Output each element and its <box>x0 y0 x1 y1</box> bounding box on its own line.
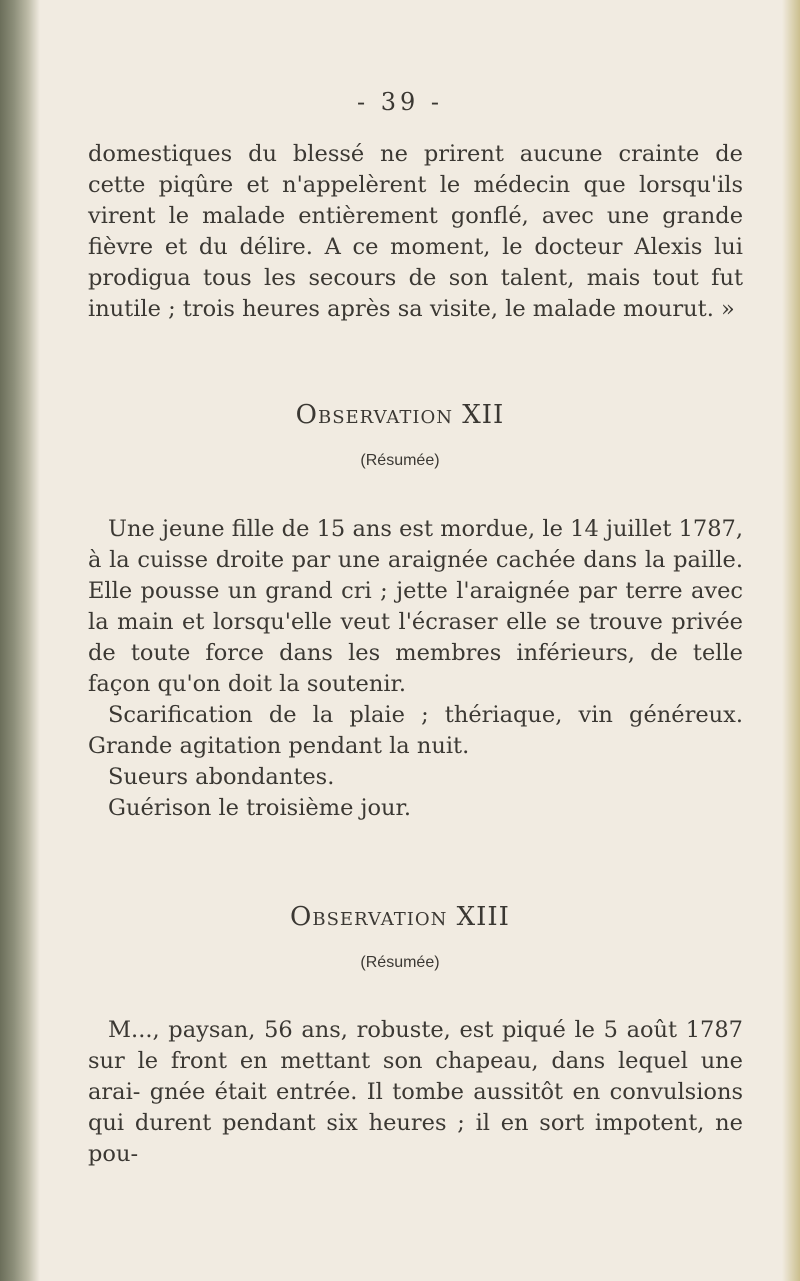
text-line: à la cuisse droite par une araignée cachée dans la paille. <box>88 547 743 573</box>
text-line: gnée était entrée. Il tombe aussitôt en convulsions qui <box>88 1079 743 1136</box>
text-line: sur le front en mettant son chapeau, dans lequel une arai- <box>88 1048 743 1105</box>
text-line: domestiques du blessé ne prirent aucune crainte de cette <box>88 141 743 198</box>
observation-13-paragraph-1 <box>88 1015 743 1170</box>
observation-12-subheading: (Résumée) <box>360 452 440 469</box>
observation-13-title: Observation XIII <box>290 902 510 932</box>
text-line: Grande agitation pendant la nuit. <box>88 733 470 759</box>
text-line: M..., paysan, 56 ans, robuste, est piqué le 5 août 1787 <box>108 1017 743 1043</box>
observation-13-subheading: (Résumée) <box>360 954 440 971</box>
text-line: Une jeune fille de 15 ans est mordue, le 14 juillet 1787, <box>108 516 743 542</box>
text-line: de toute force dans les membres inférieurs, de telle façon <box>88 640 743 697</box>
text-line: la main et lorsqu'elle veut l'écraser elle se trouve privée <box>88 609 743 635</box>
observation-12-paragraph-1 <box>88 514 743 700</box>
text-line: heures après sa visite, le malade mourut. » <box>242 296 735 322</box>
text-line: du délire. A ce moment, le docteur Alexis lui prodigua <box>88 234 743 291</box>
text-line: Scarification de la plaie ; thériaque, vin généreux. <box>108 702 743 728</box>
observation-12-title: Observation XII <box>295 400 505 430</box>
page-number: - 39 - <box>356 88 443 116</box>
top-paragraph <box>88 139 743 325</box>
observation-12-body <box>88 514 743 824</box>
text-line: Elle pousse un grand cri ; jette l'araignée par terre avec <box>88 578 743 604</box>
text-line: le malade entièrement gonflé, avec une grande fièvre et <box>88 203 744 260</box>
observation-13-heading <box>0 902 800 932</box>
observation-12-paragraph-2 <box>88 700 743 762</box>
text-line: durent pendant six heures ; il en sort impotent, ne pou- <box>88 1110 743 1167</box>
text-line: qu'on doit la soutenir. <box>157 671 406 697</box>
observation-13-body <box>88 1015 743 1170</box>
observation-12-heading <box>0 400 800 430</box>
top-paragraph-text <box>88 139 743 325</box>
observation-12-paragraph-3: Sueurs abondantes. <box>108 764 335 790</box>
text-line: tous les secours de son talent, mais tout fut inutile ; trois <box>88 265 743 322</box>
text-line: piqûre et n'appelèrent le médecin que lorsqu'ils virent <box>88 172 744 229</box>
observation-12-paragraph-4: Guérison le troisième jour. <box>108 795 411 821</box>
